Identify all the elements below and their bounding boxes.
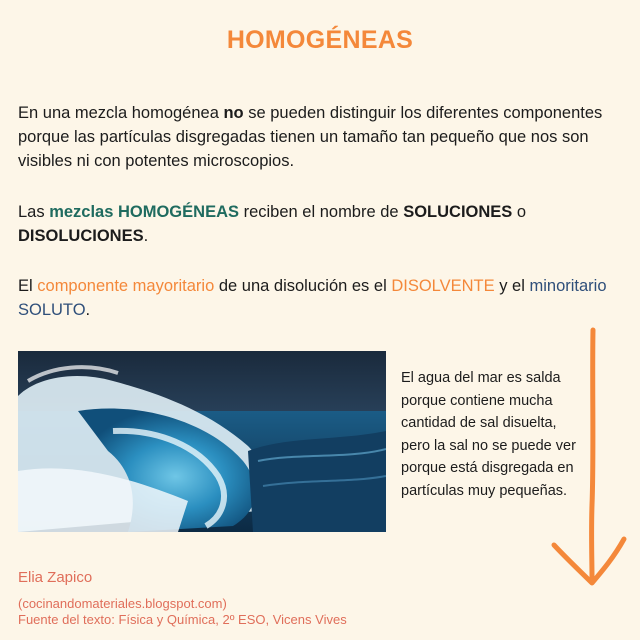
- p1-emphasis-no: no: [223, 104, 244, 122]
- p3-text-a: El: [18, 277, 38, 295]
- p2-text-a: Las: [18, 203, 50, 221]
- ocean-wave-photo: [18, 351, 386, 532]
- p3-disolvente: DISOLVENTE: [391, 277, 495, 295]
- paragraph-homogeneous-definition: [18, 101, 608, 173]
- page-title: HOMOGÉNEAS: [226, 26, 414, 54]
- p2-soluciones: SOLUCIONES: [403, 203, 513, 221]
- p2-mezclas-homogeneas: mezclas HOMOGÉNEAS: [49, 203, 239, 221]
- p2-text-c: reciben el nombre de: [239, 203, 404, 221]
- paragraph-components: [18, 274, 608, 322]
- p2-disoluciones: DISOLUCIONES: [18, 227, 144, 245]
- p3-text-g: .: [85, 301, 91, 319]
- p3-minoritario-soluto: minoritario SOLUTO: [18, 277, 607, 319]
- p3-componente-mayoritario: componente mayoritario: [37, 277, 215, 295]
- blog-link[interactable]: (cocinandomateriales.blogspot.com): [18, 596, 227, 611]
- paragraph-solutions: [18, 200, 608, 248]
- p2-text-e: o: [512, 203, 527, 221]
- text-source: Fuente del texto: Física y Química, 2º ESO, Vicens Vives: [18, 612, 347, 627]
- p3-text-e: y el: [494, 277, 530, 295]
- author-name: Elia Zapico: [18, 569, 93, 586]
- down-arrow-icon: [548, 325, 628, 590]
- p3-text-c: de una disolución es el: [214, 277, 392, 295]
- p2-text-g: .: [143, 227, 149, 245]
- photo-caption: El agua del mar es salda porque contiene mucha cantidad de sal disuelta, pero la sal no se puede ver porque está disgregada en partículas muy pequeñas.: [401, 370, 576, 499]
- p1-text-c: se pueden distinguir los diferentes componentes porque las partículas disgregadas tienen un tamaño tan pequeño que nos son visibles ni con potentes microscopios.: [18, 104, 603, 170]
- p1-text-a: En una mezcla homogénea: [18, 104, 224, 122]
